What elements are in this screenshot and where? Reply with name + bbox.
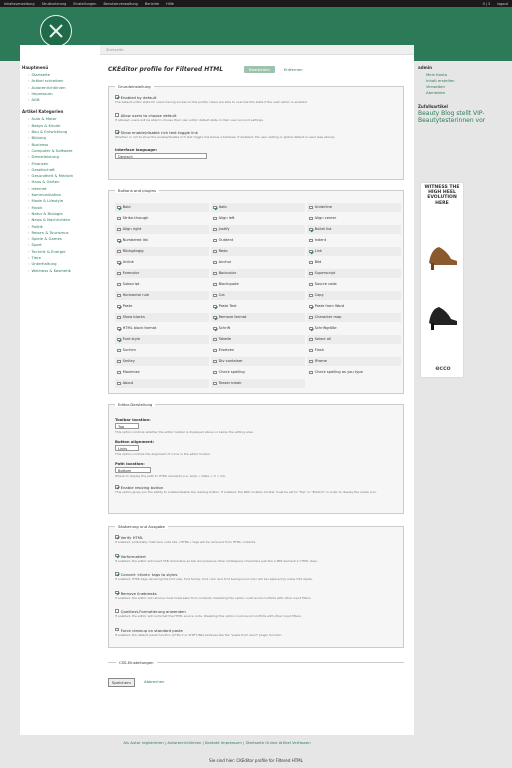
checkbox-box[interactable] <box>117 316 121 320</box>
fieldset-editor <box>108 404 404 514</box>
checkbox-label: Bold <box>122 205 131 210</box>
checkbox-label: Show blocks <box>122 315 145 320</box>
path-location-label: Path location: <box>115 461 145 466</box>
checkbox-box[interactable] <box>213 239 217 243</box>
button-option[interactable] <box>115 357 209 366</box>
checkbox-label: Align left <box>218 216 235 221</box>
advertisement[interactable] <box>420 182 464 378</box>
checkbox-label: Convert <font> tags to styles <box>120 572 178 577</box>
hauptmenu-title: Hauptmenü <box>22 65 49 70</box>
button-option[interactable] <box>115 379 209 388</box>
checkbox-box[interactable] <box>213 360 217 364</box>
checkbox-box[interactable] <box>117 239 121 243</box>
checkbox-box[interactable] <box>309 206 313 210</box>
checkbox-label: Check spelling <box>218 370 245 375</box>
toggle-desc: Whether or not to show the enable/disable rich text toggle link below a textarea. If disabled, the user setting or global default is used (see above). <box>115 135 336 139</box>
checkbox-box[interactable] <box>117 217 121 221</box>
fieldset-grundeinstellung <box>108 86 404 180</box>
checkbox-label: Character map <box>314 315 342 320</box>
checkbox-box[interactable] <box>117 382 121 386</box>
checkbox-box[interactable] <box>213 305 217 309</box>
button-option[interactable] <box>115 346 209 355</box>
checkbox-label: Source code <box>314 282 337 287</box>
button-option[interactable] <box>115 291 209 300</box>
button-option[interactable] <box>307 280 401 289</box>
checkbox-label: Bullet list <box>314 227 332 232</box>
checkbox-box[interactable] <box>309 217 313 221</box>
checkbox-label: Schriftgröße <box>314 326 337 331</box>
button-option[interactable] <box>211 335 305 344</box>
button-option[interactable] <box>115 324 209 333</box>
checkbox-label: Flash <box>314 348 325 353</box>
menu-hilfe[interactable]: Hilfe <box>166 1 174 6</box>
checkbox-label: Unlink <box>122 260 134 265</box>
admin-verwalten[interactable]: Verwalten <box>426 84 445 89</box>
footer-links[interactable]: Als Autor registrieren | Autorenrichtlinien | Kontakt Impressum | Startseite Online Artikel Verfassen <box>123 740 311 745</box>
checkbox-label: Align center <box>314 216 337 221</box>
checkbox-box[interactable] <box>309 360 313 364</box>
checkbox-label: Maximize <box>122 370 140 375</box>
button-option[interactable] <box>115 269 209 278</box>
admin-mein-konto[interactable]: Mein Konto <box>426 72 448 77</box>
category-item[interactable]: › Bildung <box>28 135 100 141</box>
checkbox-box[interactable] <box>117 250 121 254</box>
counter-text: 0 | 3 <box>482 1 491 6</box>
checkbox-box[interactable] <box>309 272 313 276</box>
button-option[interactable] <box>307 346 401 355</box>
menu-inhaltsverwaltung[interactable]: Inhaltsverwaltung <box>4 1 35 6</box>
checkbox-label: Underline <box>314 205 332 210</box>
categories-title: Artikel Kategorien <box>22 109 64 115</box>
checkbox-label: Ersetzen <box>218 348 235 353</box>
footer-status: Sie sind hier: CKEditor profile for Filtered HTML <box>209 758 303 763</box>
checkbox-label: Backcolor <box>218 271 237 276</box>
checkbox-label: Force cleanup on standard paste <box>120 627 183 633</box>
legend-buttons[interactable]: Buttons and plugins <box>115 188 159 193</box>
cancel-link[interactable]: Abbrechen <box>144 679 165 684</box>
button-option[interactable] <box>115 247 209 256</box>
checkbox-label: Smiley <box>122 359 135 364</box>
nav-agb[interactable]: › AGB <box>28 97 100 103</box>
left-sidebar <box>20 61 100 274</box>
checkbox-label: Strike-through <box>122 216 149 221</box>
button-option[interactable] <box>211 269 305 278</box>
checkbox-label: Justify <box>218 227 230 232</box>
button-option[interactable] <box>307 225 401 234</box>
checkbox-box[interactable] <box>309 294 313 298</box>
checkbox-label: Link <box>314 249 322 254</box>
admin-abmelden[interactable]: Abmelden <box>426 90 446 95</box>
cleanup-desc: If enabled, the editor will insert TAB characters as tab and preserve other whitespace characters just like a PRE element in HTML does. <box>115 558 318 563</box>
button-option[interactable] <box>211 368 305 377</box>
fieldset-buttons <box>108 190 404 394</box>
checkbox-box[interactable] <box>117 283 121 287</box>
checkbox-label: Enabled by default <box>120 95 157 100</box>
button-option[interactable] <box>211 258 305 267</box>
save-button[interactable]: Speichern <box>108 678 135 687</box>
checkbox-label: Horizontal rule <box>122 293 150 298</box>
checkbox-label: Superscript <box>314 271 336 276</box>
hauptmenu-list <box>28 72 100 103</box>
toolbar-location-label: Toolbar location: <box>115 417 151 422</box>
category-item[interactable]: › Tiere <box>28 255 100 261</box>
nav-artikel-schreiben[interactable]: › Artikel schreiben <box>28 78 100 84</box>
allow-desc: If allowed, users will be able to choose their own editor default state in their user account settings. <box>115 118 264 122</box>
checkbox-box[interactable] <box>309 349 313 353</box>
checkbox-box[interactable] <box>213 206 217 210</box>
categories-list <box>28 116 100 273</box>
button-option[interactable] <box>307 291 401 300</box>
checkbox-label: Forecolor <box>122 271 140 276</box>
checkbox-label: Show enable/disable rich text toggle link <box>120 130 198 135</box>
tab-bearbeiten[interactable]: Bearbeiten <box>244 66 275 73</box>
checkbox-box[interactable] <box>213 250 217 254</box>
nav-startseite[interactable]: › Startseite <box>28 72 100 78</box>
menu-berichte[interactable]: Berichte <box>144 1 160 6</box>
button-option[interactable] <box>211 236 305 245</box>
legend-grundeinstellung[interactable]: Grundeinstellung <box>115 84 154 89</box>
checkbox-label: Anchor <box>218 260 232 265</box>
cleanup-desc: If enabled, the default paste function (CTRL-V or SHIFT-INS) behaves like the "paste from word" plugin function. <box>115 632 283 637</box>
align-desc: This option controls the alignment of icons in the editor toolbar. <box>115 452 211 456</box>
checkbox-label: Check spelling as you type <box>314 370 363 375</box>
ad-headline: WITNESS THE HIGH HEEL EVOLUTION HERE <box>424 185 460 206</box>
pen-icon <box>40 15 72 47</box>
breadcrumb <box>100 45 414 55</box>
checkbox-label: About <box>122 381 134 386</box>
checkbox-box[interactable] <box>117 294 121 298</box>
nav-impressum[interactable]: › Impressum <box>28 91 100 97</box>
checkbox-label: Numbered list <box>122 238 148 243</box>
shoe-image <box>425 241 461 271</box>
checkbox-label: Allow users to choose default <box>120 113 177 118</box>
enabled-desc: The default editor state for users having access to this profile. Users are able to override this state if the next option is enabled. <box>115 100 308 104</box>
category-item[interactable]: › Haus & Garten <box>28 179 100 185</box>
category-item[interactable]: › News & Nachrichten <box>28 217 100 223</box>
admin-toolbar <box>0 0 512 7</box>
zufall-title: Zufallsartikel <box>418 104 448 109</box>
checkbox-label: Select all <box>314 337 332 342</box>
checkbox-label: Subscript <box>122 282 140 287</box>
menu-benutzerverwaltung[interactable]: Benutzerverwaltung <box>103 1 138 6</box>
toolbar-location-select[interactable]: Top <box>115 423 139 429</box>
button-option[interactable] <box>211 203 305 212</box>
tabs <box>244 66 308 73</box>
category-item[interactable]: › Musik <box>28 205 100 211</box>
checkbox-box[interactable] <box>213 382 217 386</box>
checkbox-label: Copy <box>314 293 324 298</box>
checkbox-label: HTML block format <box>122 326 157 331</box>
button-option[interactable] <box>115 313 209 322</box>
button-option[interactable] <box>307 214 401 223</box>
checkbox-label: Verify HTML <box>120 535 144 540</box>
checkbox-label: Align right <box>122 227 142 232</box>
category-item[interactable]: › Gesundheit & Medizin <box>28 173 100 179</box>
menu-einstellungen[interactable]: Einstellungen <box>73 1 97 6</box>
fieldset-saeuberung <box>108 526 404 648</box>
checkbox-box[interactable] <box>309 316 313 320</box>
button-option[interactable] <box>115 214 209 223</box>
category-item[interactable]: › Reisen & Tourismus <box>28 230 100 236</box>
checkbox-box[interactable] <box>309 327 313 331</box>
checkbox-label: Outdent <box>218 238 234 243</box>
checkbox-box[interactable] <box>115 95 119 99</box>
nav-autorenrichtlinien[interactable]: › Autorenrichtlinien <box>28 85 100 91</box>
checkbox-box[interactable] <box>117 272 121 276</box>
button-option[interactable] <box>307 368 401 377</box>
logout-link[interactable]: logout <box>497 1 508 6</box>
button-option[interactable] <box>211 324 305 333</box>
cleanup-desc: If enabled, potentially malicious code like <HTML> tags will be removed from HTML contents. <box>115 540 257 544</box>
category-item[interactable]: › Gesellschaft <box>28 167 100 173</box>
button-option[interactable] <box>115 302 209 311</box>
button-option[interactable] <box>211 346 305 355</box>
category-item[interactable]: › Unterhaltung <box>28 261 100 267</box>
checkbox-box[interactable] <box>213 217 217 221</box>
button-option[interactable] <box>115 368 209 377</box>
checkbox-box[interactable] <box>115 113 119 117</box>
legend-css[interactable]: CSS-Einstellungen <box>116 660 157 665</box>
checkbox-box[interactable] <box>309 250 313 254</box>
checkbox-label: Indent <box>314 238 327 243</box>
button-option[interactable] <box>307 302 401 311</box>
category-item[interactable]: › Politik <box>28 224 100 230</box>
checkbox-label: Paste <box>122 304 133 309</box>
checkbox-label: Font style <box>122 337 141 342</box>
category-item[interactable]: › Internet <box>28 186 100 192</box>
button-option[interactable] <box>115 335 209 344</box>
category-item[interactable]: › Spiele & Games <box>28 236 100 242</box>
button-option[interactable] <box>211 225 305 234</box>
breadcrumb-home-link[interactable]: Startseite <box>106 48 124 52</box>
checkbox-box[interactable] <box>115 628 119 632</box>
button-option[interactable] <box>211 214 305 223</box>
admin-toolbar-right <box>477 2 508 6</box>
checkbox-box[interactable] <box>117 371 121 375</box>
checkbox-box[interactable] <box>117 228 121 232</box>
menu-strukturierung[interactable]: Strukturierung <box>41 1 67 6</box>
button-option[interactable] <box>307 247 401 256</box>
checkbox-box[interactable] <box>117 305 121 309</box>
button-option[interactable] <box>211 302 305 311</box>
fieldset-css <box>108 662 404 666</box>
category-item[interactable]: › Computer & Software <box>28 148 100 154</box>
right-sidebar <box>414 61 492 126</box>
checkbox-box[interactable] <box>115 535 119 539</box>
checkbox-box[interactable] <box>213 316 217 320</box>
checkbox-label: Quelltext-Formatierung anwenden <box>120 609 186 614</box>
random-article-link[interactable]: Beauty Blog stellt VIP-Beautytesterinnen vor <box>418 110 486 124</box>
checkbox-box[interactable] <box>213 261 217 265</box>
checkbox-label: Paste from Word <box>314 304 345 309</box>
button-option[interactable] <box>307 335 401 344</box>
checkbox-label: Remove linebreaks <box>120 590 157 596</box>
category-item[interactable]: › Babys & Kinder <box>28 123 100 129</box>
category-item[interactable]: › Natur & Biologie <box>28 211 100 217</box>
checkbox-box[interactable] <box>213 228 217 232</box>
button-option[interactable] <box>211 357 305 366</box>
button-option[interactable] <box>307 313 401 322</box>
button-option[interactable] <box>115 225 209 234</box>
button-option[interactable] <box>307 236 401 245</box>
checkbox-label: Italic <box>218 205 228 210</box>
checkbox-box[interactable] <box>115 591 119 595</box>
category-item[interactable]: › Wellness & Kosmetik <box>28 268 100 274</box>
button-option[interactable] <box>115 258 209 267</box>
page-content <box>20 45 414 735</box>
checkbox-label: Vorformatiert <box>120 553 146 559</box>
checkbox-box[interactable] <box>309 228 313 232</box>
shoe-image <box>425 301 461 331</box>
checkbox-box[interactable] <box>117 327 121 331</box>
checkbox-label: Rückgängig <box>122 249 144 254</box>
button-option[interactable] <box>211 280 305 289</box>
checkbox-label: Teaser break <box>218 381 242 386</box>
button-option[interactable] <box>115 203 209 212</box>
button-alignment-select[interactable]: Links <box>115 445 139 451</box>
checkbox-box[interactable] <box>309 261 313 265</box>
resize-desc: This option gives you the ability to enable/disable the resizing button. If enabled, the Path location toolbar must be set to "Top" or "Bottom" in order to display the resize icon. <box>115 490 378 494</box>
checkbox-box[interactable] <box>115 554 119 558</box>
checkbox-label: Cut <box>218 293 225 298</box>
button-option[interactable] <box>115 280 209 289</box>
checkbox-box[interactable] <box>117 338 121 342</box>
admin-title: admin <box>418 65 432 70</box>
checkbox-label: Suchen <box>122 348 136 353</box>
checkbox-box[interactable] <box>115 609 119 613</box>
page-title: CKEditor profile for Filtered HTML <box>108 66 224 73</box>
checkbox-box[interactable] <box>117 349 121 353</box>
checkbox-label: Div container <box>218 359 243 364</box>
button-option[interactable] <box>115 236 209 245</box>
toolbar-desc: This option controls whether the editor toolbar is displayed above or below the editing area. <box>115 430 254 434</box>
checkbox-label: Blockquote <box>218 282 239 287</box>
button-option[interactable] <box>307 203 401 212</box>
category-item[interactable]: › Mode & Lifestyle <box>28 198 100 204</box>
checkbox-label: Bild <box>314 260 322 265</box>
checkbox-box[interactable] <box>309 371 313 375</box>
checkbox-label: Redo <box>218 249 228 254</box>
button-option[interactable] <box>211 291 305 300</box>
checkbox-box[interactable] <box>115 485 119 489</box>
checkbox-box[interactable] <box>213 371 217 375</box>
checkbox-box[interactable] <box>309 338 313 342</box>
category-item[interactable]: › Dienstleistung <box>28 154 100 160</box>
button-option[interactable] <box>307 258 401 267</box>
ad-brand-logo: ecco <box>435 365 451 372</box>
tab-entfernen[interactable]: Entfernen <box>283 67 303 72</box>
category-item[interactable]: › Bau & Entwicklung <box>28 129 100 135</box>
button-alignment-label: Button alignment: <box>115 439 155 444</box>
language-select[interactable]: Deutsch <box>115 153 207 159</box>
language-label: Interface language: <box>115 147 158 152</box>
button-option[interactable] <box>211 379 305 388</box>
category-item[interactable]: › Business <box>28 142 100 148</box>
checkbox-box[interactable] <box>117 360 121 364</box>
checkbox-box[interactable] <box>115 130 119 134</box>
category-item[interactable]: › Sport <box>28 242 100 248</box>
cleanup-desc: If enabled, the editor will remove most linebreaks from contents. Disabling this option could avoid conflicts with other input filters. <box>115 595 312 600</box>
checkbox-box[interactable] <box>309 283 313 287</box>
checkbox-box[interactable] <box>309 305 313 309</box>
checkbox-box[interactable] <box>309 239 313 243</box>
checkbox-box[interactable] <box>213 349 217 353</box>
checkbox-box[interactable] <box>213 327 217 331</box>
button-option[interactable] <box>307 357 401 366</box>
button-option[interactable] <box>307 269 401 278</box>
checkbox-box[interactable] <box>117 261 121 265</box>
button-option[interactable] <box>211 313 305 322</box>
category-item[interactable]: › Kommunikation <box>28 192 100 198</box>
admin-menu <box>4 2 180 6</box>
checkbox-label: Paste Text <box>218 304 237 309</box>
checkbox-box[interactable] <box>213 294 217 298</box>
cleanup-desc: If enabled, HTML tags declaring the font size, font family, font color and font background color will be replaced by inline CSS styles. <box>115 577 313 581</box>
checkbox-box[interactable] <box>115 572 119 576</box>
checkbox-box[interactable] <box>213 338 217 342</box>
category-item[interactable]: › Technik & Energie <box>28 249 100 255</box>
category-item[interactable]: › Auto & Motor <box>28 116 100 122</box>
checkbox-box[interactable] <box>213 272 217 276</box>
path-desc: Where to display the path to HTML elements (i.e. body > table > tr > td). <box>115 474 226 478</box>
category-item[interactable]: › Finanzen <box>28 161 100 167</box>
checkbox-label: Schrift <box>218 326 231 331</box>
checkbox-box[interactable] <box>117 206 121 210</box>
admin-inhalt-erstellen[interactable]: Inhalt erstellen <box>426 78 455 83</box>
path-location-select[interactable]: Bottom <box>115 467 151 473</box>
checkbox-label: Remove format <box>218 315 247 320</box>
admin-list <box>426 72 492 96</box>
button-option[interactable] <box>211 247 305 256</box>
cleanup-desc: If enabled, the editor will re-format the HTML source code. Disabling this option could avoid conflicts with other input filters. <box>115 614 302 618</box>
checkbox-label: Enable resizing button <box>120 485 164 490</box>
checkbox-label: IFrame <box>314 359 327 364</box>
checkbox-box[interactable] <box>213 283 217 287</box>
checkbox-label: Tabelle <box>218 337 232 342</box>
legend-editor[interactable]: Editor-Darstellung <box>115 402 155 407</box>
legend-saeuberung[interactable]: Säuberung und Ausgabe <box>115 524 168 529</box>
button-option[interactable] <box>307 324 401 333</box>
